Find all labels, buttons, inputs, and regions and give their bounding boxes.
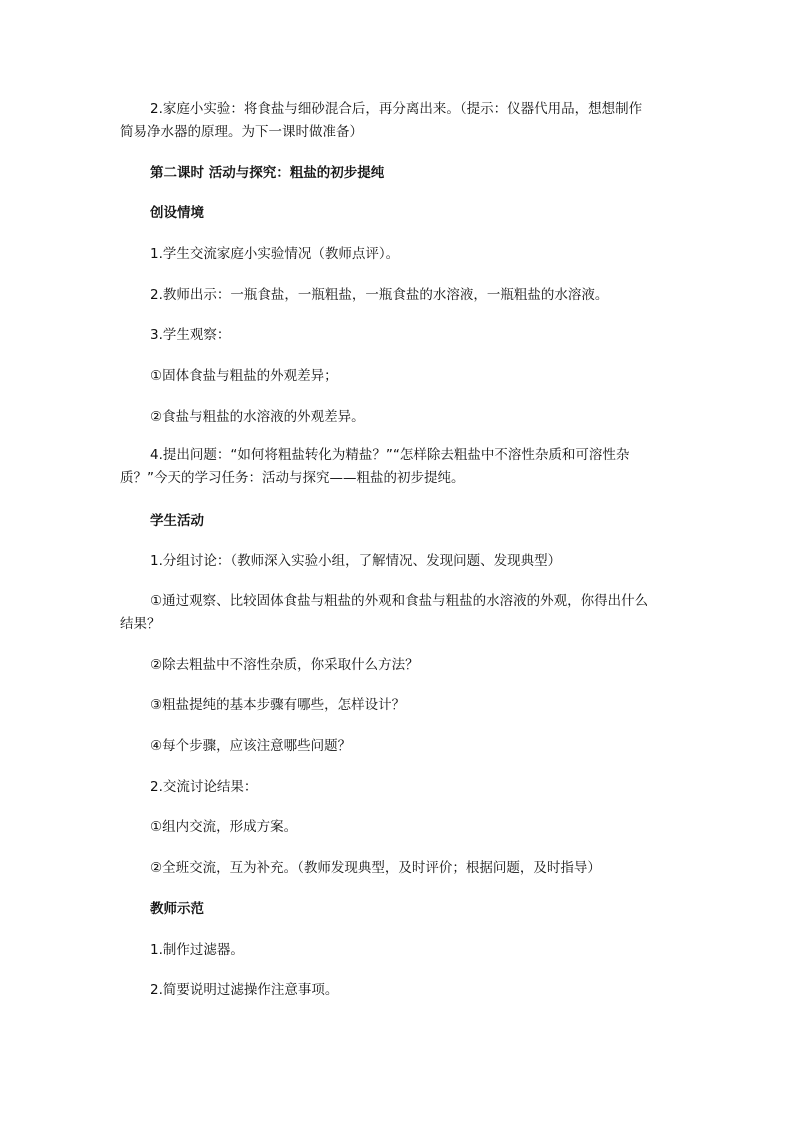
paragraph-teacher-1: 1.制作过滤器。 bbox=[150, 942, 244, 958]
paragraph-line: 2.家庭小实验：将食盐与细砂混合后，再分离出来。（提示：仪器代用品，想想制作 bbox=[150, 101, 643, 117]
paragraph-activity-1a bbox=[120, 590, 680, 636]
paragraph-activity-2b: ②全班交流，互为补充。（教师发现典型，及时评价；根据问题，及时指导） bbox=[150, 860, 601, 876]
paragraph-activity-2a: ①组内交流，形成方案。 bbox=[150, 819, 298, 835]
paragraph-scene-4 bbox=[120, 444, 680, 490]
heading-teacher-demo: 教师示范 bbox=[150, 901, 204, 917]
paragraph-scene-3: 3.学生观察： bbox=[150, 327, 231, 343]
paragraph-activity-1b: ②除去粗盐中不溶性杂质，你采取什么方法？ bbox=[150, 657, 419, 673]
paragraph-activity-1c: ③粗盐提纯的基本步骤有哪些，怎样设计？ bbox=[150, 697, 406, 713]
paragraph-home-experiment bbox=[120, 98, 680, 144]
paragraph-line: 结果？ bbox=[120, 616, 161, 632]
heading-lesson-two: 第二课时 活动与探究：粗盐的初步提纯 bbox=[150, 165, 385, 181]
paragraph-scene-2: 2.教师出示：一瓶食盐，一瓶粗盐，一瓶食盐的水溶液，一瓶粗盐的水溶液。 bbox=[150, 287, 609, 303]
paragraph-activity-2: 2.交流讨论结果： bbox=[150, 779, 258, 795]
paragraph-line: 质？”今天的学习任务：活动与探究——粗盐的初步提纯。 bbox=[120, 470, 465, 486]
paragraph-line: 4.提出问题：“如何将粗盐转化为精盐？”“怎样除去粗盐中不溶性杂质和可溶性杂 bbox=[150, 447, 630, 463]
paragraph-scene-3a: ①固体食盐与粗盐的外观差异； bbox=[150, 368, 338, 384]
paragraph-scene-3b: ②食盐与粗盐的水溶液的外观差异。 bbox=[150, 409, 365, 425]
paragraph-activity-1d: ④每个步骤，应该注意哪些问题？ bbox=[150, 738, 352, 754]
heading-create-scene: 创设情境 bbox=[150, 205, 204, 221]
paragraph-teacher-2: 2.简要说明过滤操作注意事项。 bbox=[150, 982, 339, 998]
paragraph-activity-1: 1.分组讨论：（教师深入实验小组，了解情况、发现问题、发现典型） bbox=[150, 553, 562, 569]
paragraph-line: 简易净水器的原理。为下一课时做准备） bbox=[120, 124, 363, 140]
heading-student-activity: 学生活动 bbox=[150, 513, 204, 529]
paragraph-line: ①通过观察、比较固体食盐与粗盐的外观和食盐与粗盐的水溶液的外观，你得出什么 bbox=[150, 593, 649, 609]
paragraph-scene-1: 1.学生交流家庭小实验情况（教师点评）。 bbox=[150, 246, 400, 262]
